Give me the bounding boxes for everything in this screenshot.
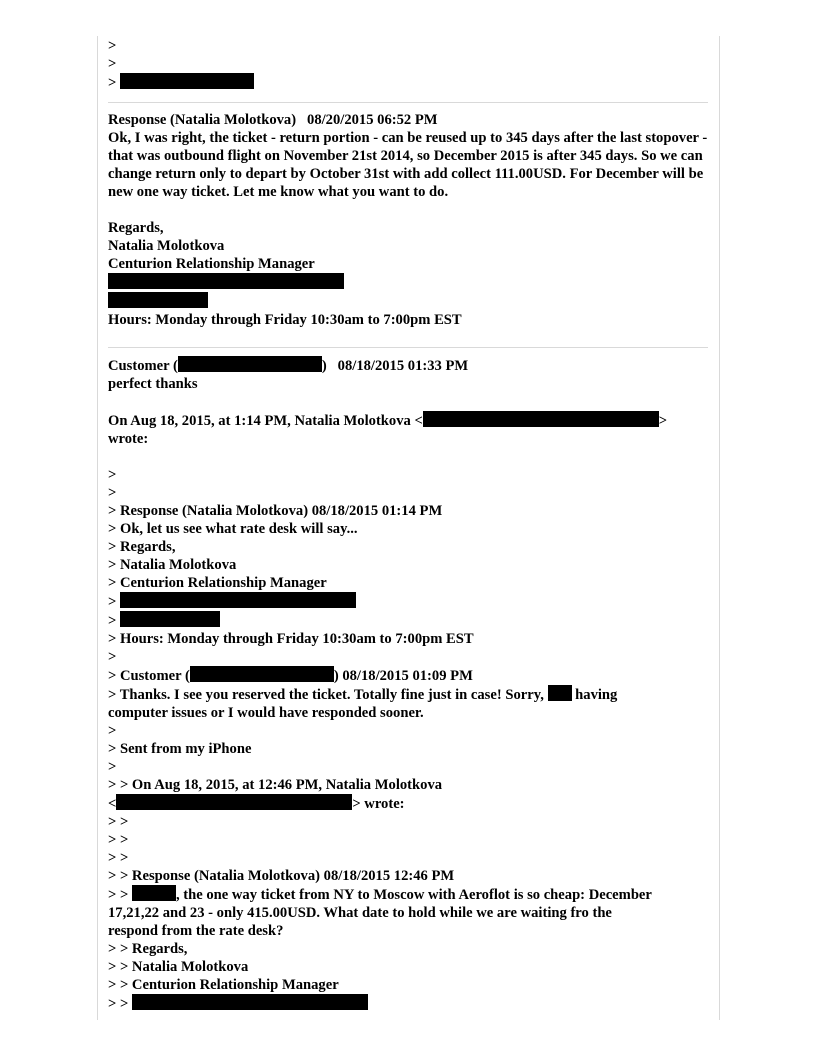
spacer <box>108 393 708 411</box>
quoted-email-line <box>108 794 708 813</box>
quoted-regards: > > Regards, <box>108 941 188 957</box>
wrote-text: > <box>658 413 668 429</box>
quoted-title: > Centurion Relationship Manager <box>108 575 327 591</box>
wrote-line: wrote: <box>108 431 149 447</box>
quote-marker: > > <box>108 832 129 848</box>
quoted-signature: > Sent from my iPhone <box>108 741 252 757</box>
wrote-text: On Aug 18, 2015, at 1:14 PM, Natalia Molotkova < <box>108 413 423 429</box>
quoted-text: > Thanks. I see you reserved the ticket. Totally fine just in case! Sorry, <box>108 687 544 703</box>
quoted-on-line: > > On Aug 18, 2015, at 12:46 PM, Natalia Molotkova <box>108 777 443 793</box>
quote-marker: > > <box>108 887 129 903</box>
quoted-text: < <box>108 796 117 812</box>
quoted-body <box>108 885 708 904</box>
redaction-block <box>423 411 659 427</box>
redaction-block <box>108 273 344 289</box>
quote-marker: > <box>108 649 117 665</box>
quoted-header: > > Response (Natalia Molotkova) 08/18/2015 12:46 PM <box>108 868 455 884</box>
signature-hours: Hours: Monday through Friday 10:30am to 7:00pm EST <box>108 312 462 328</box>
message-timestamp: ) 08/18/2015 01:09 PM <box>333 668 473 684</box>
redaction-block <box>548 685 572 701</box>
quoted-redacted-line <box>108 73 708 92</box>
message-divider <box>108 347 708 348</box>
quote-marker: > <box>108 38 117 54</box>
message-header <box>108 356 708 375</box>
quoted-title: > > Centurion Relationship Manager <box>108 977 339 993</box>
message-header: Response (Natalia Molotkova) 08/20/2015 06:52 PM <box>108 112 438 128</box>
quoted-redacted-line <box>108 592 708 611</box>
message-body: Ok, I was right, the ticket - return portion - can be reused up to 345 days after the last stopover - that was outbound flight on November 21st 2014, so December 2015 is after 345 days. So we can change return only to depart by October 31st with add collect 111.00USD. For December will be new one way ticket. Let me know what you want to do. <box>108 130 708 200</box>
quoted-body: respond from the rate desk? <box>108 923 284 939</box>
redaction-block <box>190 666 334 682</box>
redaction-block <box>108 292 208 308</box>
customer-label: Customer ( <box>108 358 178 374</box>
quoted-redacted-line <box>108 611 708 630</box>
signature-name: Natalia Molotkova <box>108 238 225 254</box>
message-timestamp: ) 08/18/2015 01:33 PM <box>321 358 469 374</box>
redaction-block <box>132 885 176 901</box>
quoted-hours: > Hours: Monday through Friday 10:30am to 7:00pm EST <box>108 631 474 647</box>
quote-marker: > <box>108 723 117 739</box>
wrote-line <box>108 411 708 430</box>
signature-redacted-line <box>108 273 708 292</box>
quoted-body <box>108 685 708 704</box>
quote-marker: > <box>108 467 117 483</box>
quoted-text: , the one way ticket from NY to Moscow with Aeroflot is so cheap: December <box>175 887 652 903</box>
quoted-redacted-line <box>108 994 708 1013</box>
quoted-customer-header <box>108 666 708 685</box>
spacer <box>108 201 708 219</box>
quote-marker: > > <box>108 850 129 866</box>
customer-label: > Customer ( <box>108 668 190 684</box>
quote-marker: > <box>108 485 117 501</box>
spacer <box>108 448 708 466</box>
left-margin-rule <box>97 36 98 1020</box>
quote-marker: > > <box>108 814 129 830</box>
quote-marker: > <box>108 75 117 91</box>
quoted-body: 17,21,22 and 23 - only 415.00USD. What date to hold while we are waiting fro the <box>108 905 612 921</box>
quote-marker: > > <box>108 996 129 1012</box>
redaction-block <box>116 794 352 810</box>
message-divider <box>108 102 708 103</box>
quoted-text: having <box>575 687 618 703</box>
signature-regards: Regards, <box>108 220 164 236</box>
right-margin-rule <box>719 36 720 1020</box>
quoted-text: > wrote: <box>352 796 405 812</box>
redaction-block <box>120 73 254 89</box>
quote-marker: > <box>108 56 117 72</box>
quoted-name: > Natalia Molotkova <box>108 557 237 573</box>
quoted-header: > Response (Natalia Molotkova) 08/18/2015 01:14 PM <box>108 503 443 519</box>
redaction-block <box>120 611 220 627</box>
signature-redacted-line <box>108 292 708 311</box>
redaction-block <box>178 356 322 372</box>
email-thread <box>108 37 708 1013</box>
quoted-body: computer issues or I would have responded sooner. <box>108 705 424 721</box>
quoted-name: > > Natalia Molotkova <box>108 959 249 975</box>
quoted-body: > Ok, let us see what rate desk will say... <box>108 521 358 537</box>
quote-marker: > <box>108 594 117 610</box>
redaction-block <box>120 592 356 608</box>
signature-title: Centurion Relationship Manager <box>108 256 315 272</box>
quoted-regards: > Regards, <box>108 539 176 555</box>
message-body: perfect thanks <box>108 376 198 392</box>
redaction-block <box>132 994 368 1010</box>
quote-marker: > <box>108 613 117 629</box>
quote-marker: > <box>108 759 117 775</box>
